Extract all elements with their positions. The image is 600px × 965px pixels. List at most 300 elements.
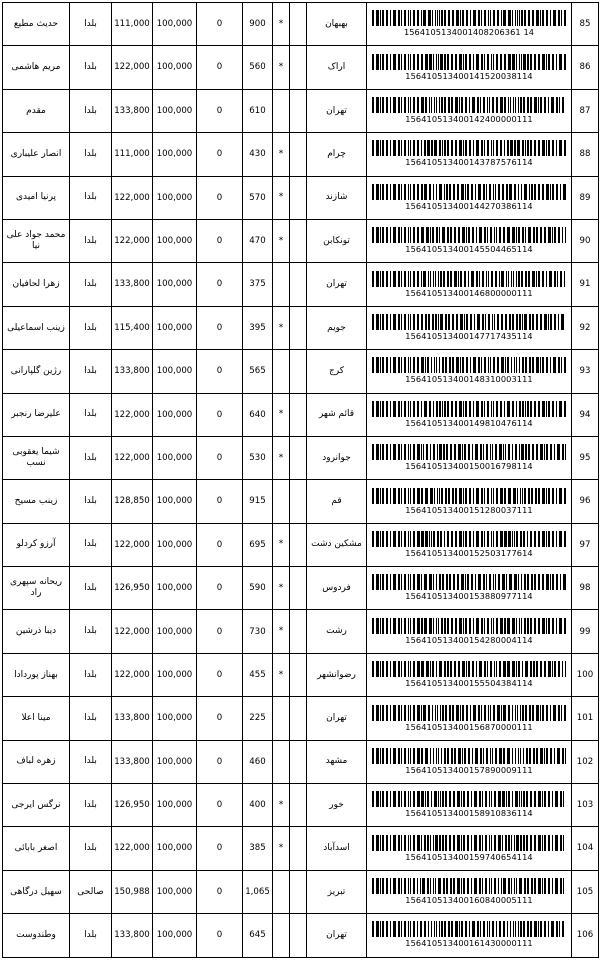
barcode-cell — [367, 610, 572, 653]
zero-cell: 0 — [197, 827, 243, 870]
type-cell: بلدا — [70, 567, 112, 610]
type-cell: بلدا — [70, 133, 112, 176]
barcode-number: 156410513400156870000111 — [405, 721, 533, 732]
name-cell: زهرا لحافیان — [3, 263, 70, 306]
star-cell — [273, 89, 290, 132]
barcode-cell — [367, 3, 572, 46]
star-cell — [273, 740, 290, 783]
zero-cell: 0 — [197, 697, 243, 740]
amount-cell: 645 — [243, 914, 273, 957]
zero-cell: 0 — [197, 306, 243, 349]
type-cell: بلدا — [70, 3, 112, 46]
name-cell: مینا اعلا — [3, 697, 70, 740]
star-cell: * — [273, 784, 290, 827]
amount-cell: 1,065 — [243, 870, 273, 913]
base-amount-cell: 100,000 — [153, 914, 197, 957]
star-cell: * — [273, 219, 290, 262]
table-row — [3, 306, 599, 349]
barcode-image — [370, 227, 568, 243]
table-row — [3, 784, 599, 827]
zero-cell: 0 — [197, 653, 243, 696]
type-cell: بلدا — [70, 784, 112, 827]
name-cell: انصار علیباری — [3, 133, 70, 176]
row-number: 105 — [572, 870, 599, 913]
table-row — [3, 567, 599, 610]
base-amount-cell: 100,000 — [153, 3, 197, 46]
city-cell: قائم شهر — [307, 393, 367, 436]
base-amount-cell: 100,000 — [153, 263, 197, 306]
table-row — [3, 436, 599, 479]
total-amount-cell: 111,000 — [112, 133, 153, 176]
type-cell: بلدا — [70, 697, 112, 740]
barcode-image — [370, 184, 568, 200]
barcode-number: 156410513400148310003111 — [405, 374, 533, 385]
blank-cell — [290, 89, 307, 132]
name-cell: بهناز پوردادا — [3, 653, 70, 696]
amount-cell: 395 — [243, 306, 273, 349]
star-cell: * — [273, 393, 290, 436]
star-cell: * — [273, 653, 290, 696]
table-row — [3, 697, 599, 740]
total-amount-cell: 133,800 — [112, 914, 153, 957]
base-amount-cell: 100,000 — [153, 480, 197, 523]
name-cell: زینب اسماعیلی — [3, 306, 70, 349]
amount-cell: 460 — [243, 740, 273, 783]
amount-cell: 560 — [243, 46, 273, 89]
type-cell: بلدا — [70, 436, 112, 479]
zero-cell: 0 — [197, 176, 243, 219]
name-cell: نرگس ایرجی — [3, 784, 70, 827]
row-number: 96 — [572, 480, 599, 523]
amount-cell: 400 — [243, 784, 273, 827]
amount-cell: 385 — [243, 827, 273, 870]
base-amount-cell: 100,000 — [153, 827, 197, 870]
blank-cell — [290, 480, 307, 523]
barcode-cell — [367, 784, 572, 827]
barcode-number: 156410513400152503177614 — [405, 547, 533, 558]
barcode-cell — [367, 393, 572, 436]
name-cell: پرنیا امیدی — [3, 176, 70, 219]
city-cell: اسدآباد — [307, 827, 367, 870]
city-cell: مشکین دشت — [307, 523, 367, 566]
star-cell: * — [273, 46, 290, 89]
table-row — [3, 827, 599, 870]
city-cell: تهران — [307, 914, 367, 957]
zero-cell: 0 — [197, 740, 243, 783]
name-cell: حدیث مطیع — [3, 3, 70, 46]
blank-cell — [290, 436, 307, 479]
zero-cell: 0 — [197, 784, 243, 827]
zero-cell: 0 — [197, 89, 243, 132]
barcode-image — [370, 97, 568, 113]
city-cell: خور — [307, 784, 367, 827]
blank-cell — [290, 610, 307, 653]
type-cell: بلدا — [70, 46, 112, 89]
base-amount-cell: 100,000 — [153, 393, 197, 436]
barcode-image — [370, 444, 568, 460]
barcode-cell — [367, 306, 572, 349]
city-cell: تبریز — [307, 870, 367, 913]
barcode-number: 156410513400159740654114 — [405, 851, 533, 862]
city-cell: کرج — [307, 350, 367, 393]
zero-cell: 0 — [197, 350, 243, 393]
table-row — [3, 133, 599, 176]
blank-cell — [290, 263, 307, 306]
base-amount-cell: 100,000 — [153, 523, 197, 566]
star-cell — [273, 914, 290, 957]
barcode-image — [370, 791, 568, 807]
name-cell: زهره لباف — [3, 740, 70, 783]
city-cell: تهران — [307, 89, 367, 132]
total-amount-cell: 133,800 — [112, 263, 153, 306]
amount-cell: 565 — [243, 350, 273, 393]
barcode-image — [370, 140, 568, 156]
barcode-number: 156410513400147717435114 — [405, 331, 533, 341]
name-cell: اصغر بابائی — [3, 827, 70, 870]
city-cell: جوانرود — [307, 436, 367, 479]
total-amount-cell: 133,800 — [112, 697, 153, 740]
name-cell: وطندوست — [3, 914, 70, 957]
type-cell: بلدا — [70, 306, 112, 349]
star-cell: * — [273, 827, 290, 870]
barcode-image — [370, 54, 568, 70]
blank-cell — [290, 523, 307, 566]
base-amount-cell: 100,000 — [153, 784, 197, 827]
barcode-number: 156410513400160840005111 — [405, 895, 533, 906]
barcode-number: 156410513400150016798114 — [405, 461, 533, 472]
star-cell — [273, 697, 290, 740]
name-cell: ریحانه سپهری راد — [3, 567, 70, 610]
zero-cell: 0 — [197, 133, 243, 176]
table-row — [3, 914, 599, 957]
total-amount-cell: 126,950 — [112, 567, 153, 610]
blank-cell — [290, 827, 307, 870]
barcode-number: 156410513400141520038114 — [405, 70, 533, 81]
blank-cell — [290, 914, 307, 957]
total-amount-cell: 111,000 — [112, 3, 153, 46]
barcode-number: 156410513400154280004114 — [405, 634, 533, 645]
amount-cell: 590 — [243, 567, 273, 610]
amount-cell: 900 — [243, 3, 273, 46]
total-amount-cell: 122,000 — [112, 523, 153, 566]
barcode-cell — [367, 827, 572, 870]
total-amount-cell: 122,000 — [112, 827, 153, 870]
name-cell: مقدم — [3, 89, 70, 132]
base-amount-cell: 100,000 — [153, 697, 197, 740]
total-amount-cell: 126,950 — [112, 784, 153, 827]
barcode-image — [370, 488, 568, 504]
zero-cell: 0 — [197, 914, 243, 957]
base-amount-cell: 100,000 — [153, 89, 197, 132]
star-cell: * — [273, 3, 290, 46]
amount-cell: 225 — [243, 697, 273, 740]
name-cell: دیبا ذرشین — [3, 610, 70, 653]
table-row — [3, 480, 599, 523]
type-cell: بلدا — [70, 653, 112, 696]
zero-cell: 0 — [197, 567, 243, 610]
barcode-image — [370, 531, 568, 547]
total-amount-cell: 122,000 — [112, 176, 153, 219]
star-cell: * — [273, 523, 290, 566]
barcode-cell — [367, 567, 572, 610]
base-amount-cell: 100,000 — [153, 219, 197, 262]
star-cell: * — [273, 610, 290, 653]
city-cell: قم — [307, 480, 367, 523]
barcode-number: 156410513400144270386114 — [405, 200, 533, 211]
barcode-image — [370, 835, 568, 851]
amount-cell: 730 — [243, 610, 273, 653]
row-number: 88 — [572, 133, 599, 176]
base-amount-cell: 100,000 — [153, 350, 197, 393]
barcode-cell — [367, 653, 572, 696]
amount-cell: 915 — [243, 480, 273, 523]
name-cell: سهیل درگاهی — [3, 870, 70, 913]
barcode-image — [370, 314, 568, 330]
blank-cell — [290, 784, 307, 827]
base-amount-cell: 100,000 — [153, 436, 197, 479]
table-row — [3, 46, 599, 89]
barcode-image — [370, 401, 568, 417]
base-amount-cell: 100,000 — [153, 567, 197, 610]
name-cell: آرزو کردلو — [3, 523, 70, 566]
blank-cell — [290, 46, 307, 89]
barcode-cell — [367, 133, 572, 176]
city-cell: رضوانشهر — [307, 653, 367, 696]
blank-cell — [290, 219, 307, 262]
blank-cell — [290, 567, 307, 610]
barcode-image — [370, 618, 568, 634]
barcode-number: 156410513400142400000111 — [405, 114, 533, 125]
zero-cell: 0 — [197, 3, 243, 46]
star-cell — [273, 870, 290, 913]
blank-cell — [290, 133, 307, 176]
row-number: 97 — [572, 523, 599, 566]
total-amount-cell: 122,000 — [112, 610, 153, 653]
total-amount-cell: 122,000 — [112, 436, 153, 479]
barcode-number: 156410513400149810476114 — [405, 417, 533, 428]
star-cell — [273, 480, 290, 523]
table-body — [3, 3, 599, 958]
star-cell: * — [273, 436, 290, 479]
table-row — [3, 89, 599, 132]
barcode-cell — [367, 263, 572, 306]
table-row — [3, 350, 599, 393]
total-amount-cell: 150,988 — [112, 870, 153, 913]
zero-cell: 0 — [197, 870, 243, 913]
blank-cell — [290, 3, 307, 46]
barcode-number: 156410513400157890009111 — [405, 764, 533, 775]
row-number: 103 — [572, 784, 599, 827]
barcode-cell — [367, 350, 572, 393]
type-cell: بلدا — [70, 219, 112, 262]
blank-cell — [290, 740, 307, 783]
city-cell: شازند — [307, 176, 367, 219]
name-cell: رژین گلپارانی — [3, 350, 70, 393]
row-number: 94 — [572, 393, 599, 436]
zero-cell: 0 — [197, 46, 243, 89]
table-row — [3, 740, 599, 783]
barcode-number: 156410513400151280037111 — [405, 504, 533, 515]
barcode-number: 156410513400145504465114 — [405, 244, 533, 255]
type-cell: بلدا — [70, 350, 112, 393]
amount-cell: 570 — [243, 176, 273, 219]
barcode-cell — [367, 219, 572, 262]
barcode-image — [370, 921, 568, 937]
city-cell: تونکابن — [307, 219, 367, 262]
barcode-image — [370, 878, 568, 894]
base-amount-cell: 100,000 — [153, 610, 197, 653]
city-cell: مشهد — [307, 740, 367, 783]
city-cell: بهبهان — [307, 3, 367, 46]
barcode-image — [370, 357, 568, 373]
table-row — [3, 653, 599, 696]
row-number: 106 — [572, 914, 599, 957]
type-cell: بلدا — [70, 914, 112, 957]
blank-cell — [290, 653, 307, 696]
type-cell: بلدا — [70, 610, 112, 653]
amount-cell: 375 — [243, 263, 273, 306]
row-number: 93 — [572, 350, 599, 393]
name-cell: زینب مسیح — [3, 480, 70, 523]
total-amount-cell: 122,000 — [112, 393, 153, 436]
city-cell: تهران — [307, 263, 367, 306]
type-cell: صالحی — [70, 870, 112, 913]
table-row — [3, 870, 599, 913]
base-amount-cell: 100,000 — [153, 306, 197, 349]
barcode-number: 156410513400158910836114 — [405, 808, 533, 819]
barcode-number: 156410513400146800000111 — [405, 287, 533, 298]
row-number: 86 — [572, 46, 599, 89]
barcode-cell — [367, 740, 572, 783]
base-amount-cell: 100,000 — [153, 176, 197, 219]
table-row — [3, 610, 599, 653]
city-cell: چرام — [307, 133, 367, 176]
barcode-cell — [367, 89, 572, 132]
total-amount-cell: 122,000 — [112, 653, 153, 696]
row-number: 95 — [572, 436, 599, 479]
type-cell: بلدا — [70, 740, 112, 783]
barcode-cell — [367, 697, 572, 740]
blank-cell — [290, 697, 307, 740]
table-row — [3, 219, 599, 262]
row-number: 85 — [572, 3, 599, 46]
name-cell: مریم هاشمی — [3, 46, 70, 89]
amount-cell: 610 — [243, 89, 273, 132]
city-cell: تهران — [307, 697, 367, 740]
zero-cell: 0 — [197, 219, 243, 262]
table-row — [3, 176, 599, 219]
star-cell: * — [273, 306, 290, 349]
barcode-number: 156410513400161430000111 — [405, 938, 533, 949]
amount-cell: 695 — [243, 523, 273, 566]
barcode-cell — [367, 436, 572, 479]
table-row — [3, 263, 599, 306]
zero-cell: 0 — [197, 523, 243, 566]
zero-cell: 0 — [197, 436, 243, 479]
records-table — [2, 2, 599, 958]
total-amount-cell: 122,000 — [112, 219, 153, 262]
table-row — [3, 3, 599, 46]
city-cell: رشت — [307, 610, 367, 653]
barcode-number: 1564105134001408206361 14 — [403, 27, 535, 38]
row-number: 87 — [572, 89, 599, 132]
blank-cell — [290, 350, 307, 393]
total-amount-cell: 115,400 — [112, 306, 153, 349]
blank-cell — [290, 176, 307, 219]
barcode-image — [370, 748, 568, 764]
row-number: 98 — [572, 567, 599, 610]
row-number: 104 — [572, 827, 599, 870]
blank-cell — [290, 870, 307, 913]
barcode-image — [370, 705, 568, 721]
barcode-cell — [367, 523, 572, 566]
type-cell: بلدا — [70, 827, 112, 870]
total-amount-cell: 133,800 — [112, 89, 153, 132]
barcode-cell — [367, 914, 572, 957]
base-amount-cell: 100,000 — [153, 46, 197, 89]
barcode-cell — [367, 480, 572, 523]
barcode-number: 156410513400153880977114 — [405, 591, 533, 602]
type-cell: بلدا — [70, 176, 112, 219]
barcode-number: 156410513400143787576114 — [405, 157, 533, 168]
type-cell: بلدا — [70, 480, 112, 523]
amount-cell: 640 — [243, 393, 273, 436]
table-row — [3, 523, 599, 566]
barcode-number: 156410513400155504384114 — [405, 678, 533, 689]
zero-cell: 0 — [197, 393, 243, 436]
name-cell: شیما یعقوبی نسب — [3, 436, 70, 479]
blank-cell — [290, 306, 307, 349]
type-cell: بلدا — [70, 89, 112, 132]
total-amount-cell: 122,000 — [112, 46, 153, 89]
row-number: 92 — [572, 306, 599, 349]
star-cell: * — [273, 176, 290, 219]
barcode-cell — [367, 46, 572, 89]
barcode-image — [370, 574, 568, 590]
base-amount-cell: 100,000 — [153, 870, 197, 913]
barcode-image — [370, 10, 568, 26]
star-cell — [273, 263, 290, 306]
base-amount-cell: 100,000 — [153, 740, 197, 783]
barcode-image — [370, 661, 568, 677]
zero-cell: 0 — [197, 610, 243, 653]
amount-cell: 530 — [243, 436, 273, 479]
table-row — [3, 393, 599, 436]
zero-cell: 0 — [197, 263, 243, 306]
row-number: 101 — [572, 697, 599, 740]
type-cell: بلدا — [70, 523, 112, 566]
zero-cell: 0 — [197, 480, 243, 523]
total-amount-cell: 133,800 — [112, 740, 153, 783]
city-cell: اراک — [307, 46, 367, 89]
row-number: 99 — [572, 610, 599, 653]
base-amount-cell: 100,000 — [153, 133, 197, 176]
star-cell: * — [273, 133, 290, 176]
barcode-cell — [367, 176, 572, 219]
city-cell: فردوس — [307, 567, 367, 610]
star-cell — [273, 350, 290, 393]
row-number: 91 — [572, 263, 599, 306]
amount-cell: 470 — [243, 219, 273, 262]
city-cell: جویم — [307, 306, 367, 349]
total-amount-cell: 128,850 — [112, 480, 153, 523]
barcode-cell — [367, 870, 572, 913]
row-number: 89 — [572, 176, 599, 219]
blank-cell — [290, 393, 307, 436]
star-cell: * — [273, 567, 290, 610]
type-cell: بلدا — [70, 263, 112, 306]
barcode-image — [370, 271, 568, 287]
